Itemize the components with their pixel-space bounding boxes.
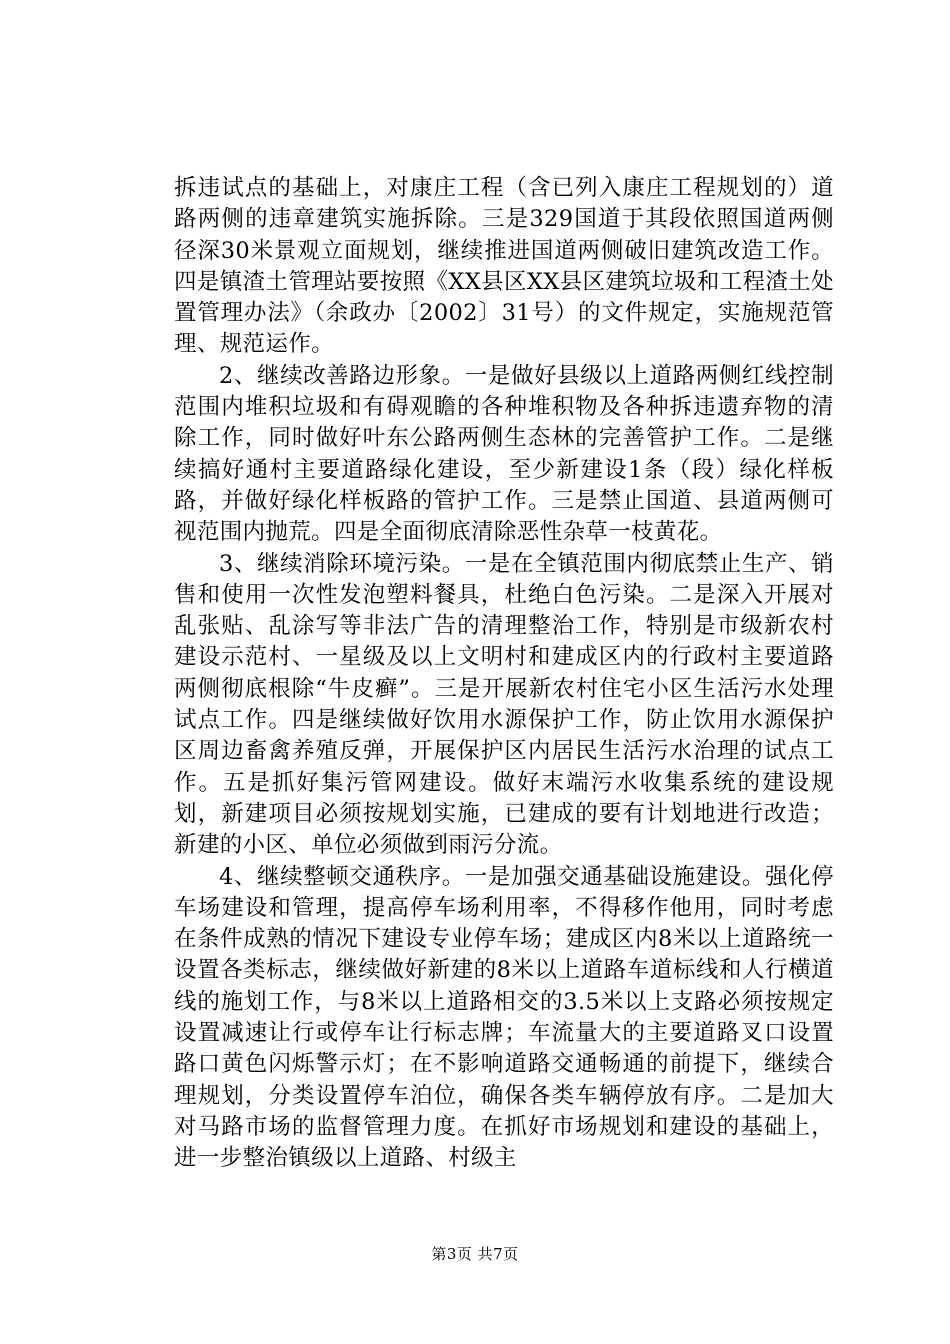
- paragraph-2: 2、继续改善路边形象。一是做好县级以上道路两侧红线控制范围内堆积垃圾和有碍观瞻的各种堆积物及各种拆违遗弃物的清除工作，同时做好叶东公路两侧生态林的完善管护工作。二是继续搞好通村主要道路绿化建设，至少新建设1条（段）绿化样板路，并做好绿化样板路的管护工作。三是禁止国道、县道两侧可视范围内抛荒。四是全面彻底清除恶性杂草一枝黄花。: [174, 362, 834, 546]
- paragraph-3: 3、继续消除环境污染。一是在全镇范围内彻底禁止生产、销售和使用一次性发泡塑料餐具，杜绝白色污染。二是深入开展对乱张贴、乱涂写等非法广告的清理整治工作，特别是市级新农村建设示范村、一星级及以上文明村和建成区内的行政村主要道路两侧彻底根除“牛皮癣”。三是开展新农村住宅小区生活污水处理试点工作。四是继续做好饮用水源保护工作，防止饮用水源保护区周边畜禽养殖反弹，开展保护区内居民生活污水治理的试点工作。五是抓好集污管网建设。做好末端污水收集系统的建设规划，新建项目必须按规划实施，已建成的要有计划地进行改造；新建的小区、单位必须做到雨污分流。: [174, 550, 834, 859]
- paragraph-1: 拆违试点的基础上，对康庄工程（含已列入康庄工程规划的）道路两侧的违章建筑实施拆除。三是329国道于其段依照国道两侧径深30米景观立面规划，继续推进国道两侧破旧建筑改造工作。四是镇渣土管理站要按照《XX县区XX县区建筑垃圾和工程渣土处置管理办法》（余政办〔2002〕31号）的文件规定，实施规范管理、规范运作。: [174, 175, 834, 358]
- page-number-footer: 第3页 共7页: [431, 1245, 519, 1263]
- paragraph-4: 4、继续整顿交通秩序。一是加强交通基础设施建设。强化停车场建设和管理，提高停车场利用率，不得移作他用，同时考虑在条件成熟的情况下建设专业停车场；建成区内8米以上道路统一设置各类标志，继续做好新建的8米以上道路车道标线和人行横道线的施划工作，与8米以上道路相交的3.5米以上支路必须按规定设置减速让行或停车让行标志牌；车流量大的主要道路叉口设置路口黄色闪烁警示灯；在不影响道路交通畅通的前提下，继续合理规划，分类设置停车泊位，确保各类车辆停放有序。二是加大对马路市场的监督管理力度。在抓好市场规划和建设的基础上，进一步整治镇级以上道路、村级主: [174, 863, 834, 1172]
- document-body: [174, 173, 834, 1175]
